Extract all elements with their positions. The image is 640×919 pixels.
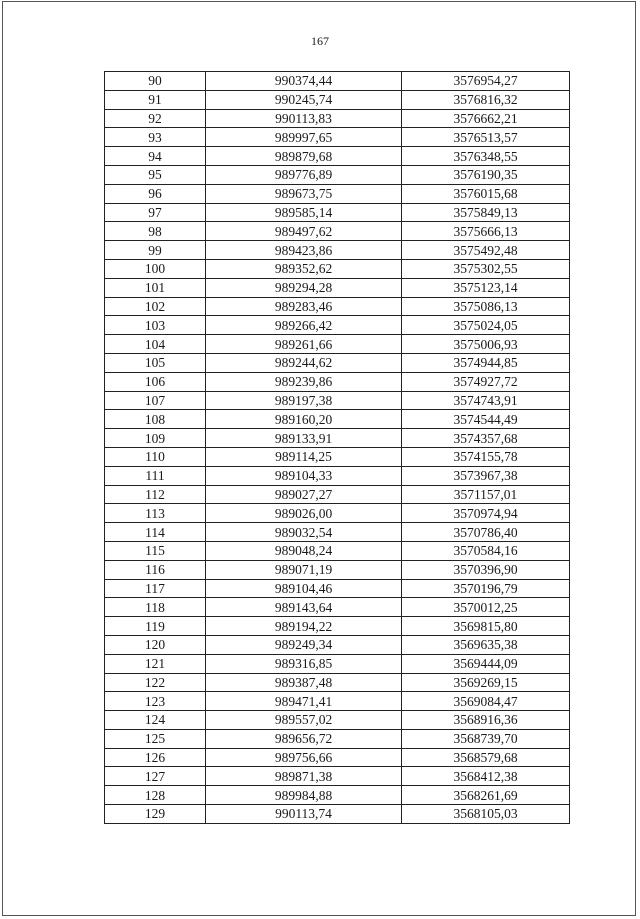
- coordinates-table-body: [105, 72, 570, 824]
- point-number-cell: 95: [105, 165, 206, 184]
- point-number-cell: 115: [105, 541, 206, 560]
- point-number-cell: 120: [105, 635, 206, 654]
- y-coordinate-cell: 3574927,72: [402, 372, 570, 391]
- point-number-cell: 122: [105, 673, 206, 692]
- point-number-cell: 110: [105, 447, 206, 466]
- x-coordinate-cell: 989673,75: [206, 184, 402, 203]
- point-number-cell: 100: [105, 259, 206, 278]
- x-coordinate-cell: 990374,44: [206, 72, 402, 91]
- y-coordinate-cell: 3576015,68: [402, 184, 570, 203]
- y-coordinate-cell: 3574544,49: [402, 410, 570, 429]
- page-number: 167: [311, 34, 329, 48]
- point-number-cell: 97: [105, 203, 206, 222]
- table-row: [105, 184, 570, 203]
- x-coordinate-cell: 989423,86: [206, 241, 402, 260]
- table-row: [105, 372, 570, 391]
- y-coordinate-cell: 3575123,14: [402, 278, 570, 297]
- table-row: [105, 598, 570, 617]
- table-row: [105, 729, 570, 748]
- x-coordinate-cell: 989585,14: [206, 203, 402, 222]
- table-row: [105, 335, 570, 354]
- point-number-cell: 94: [105, 147, 206, 166]
- table-row: [105, 692, 570, 711]
- point-number-cell: 109: [105, 429, 206, 448]
- point-number-cell: 103: [105, 316, 206, 335]
- y-coordinate-cell: 3573967,38: [402, 466, 570, 485]
- point-number-cell: 107: [105, 391, 206, 410]
- x-coordinate-cell: 989316,85: [206, 654, 402, 673]
- y-coordinate-cell: 3569815,80: [402, 617, 570, 636]
- table-row: [105, 748, 570, 767]
- y-coordinate-cell: 3575666,13: [402, 222, 570, 241]
- point-number-cell: 116: [105, 560, 206, 579]
- y-coordinate-cell: 3576190,35: [402, 165, 570, 184]
- point-number-cell: 104: [105, 335, 206, 354]
- y-coordinate-cell: 3568579,68: [402, 748, 570, 767]
- y-coordinate-cell: 3569444,09: [402, 654, 570, 673]
- y-coordinate-cell: 3570786,40: [402, 523, 570, 542]
- y-coordinate-cell: 3575849,13: [402, 203, 570, 222]
- point-number-cell: 128: [105, 786, 206, 805]
- table-row: [105, 617, 570, 636]
- y-coordinate-cell: 3575024,05: [402, 316, 570, 335]
- table-row: [105, 560, 570, 579]
- point-number-cell: 127: [105, 767, 206, 786]
- point-number-cell: 124: [105, 711, 206, 730]
- y-coordinate-cell: 3569269,15: [402, 673, 570, 692]
- y-coordinate-cell: 3569635,38: [402, 635, 570, 654]
- x-coordinate-cell: 989032,54: [206, 523, 402, 542]
- point-number-cell: 119: [105, 617, 206, 636]
- table-row: [105, 410, 570, 429]
- y-coordinate-cell: 3569084,47: [402, 692, 570, 711]
- x-coordinate-cell: 989266,42: [206, 316, 402, 335]
- table-row: [105, 504, 570, 523]
- x-coordinate-cell: 989352,62: [206, 259, 402, 278]
- point-number-cell: 114: [105, 523, 206, 542]
- point-number-cell: 102: [105, 297, 206, 316]
- point-number-cell: 129: [105, 805, 206, 824]
- point-number-cell: 126: [105, 748, 206, 767]
- table-row: [105, 203, 570, 222]
- y-coordinate-cell: 3576816,32: [402, 90, 570, 109]
- y-coordinate-cell: 3570196,79: [402, 579, 570, 598]
- table-row: [105, 353, 570, 372]
- x-coordinate-cell: 989194,22: [206, 617, 402, 636]
- x-coordinate-cell: 989261,66: [206, 335, 402, 354]
- point-number-cell: 111: [105, 466, 206, 485]
- x-coordinate-cell: 989027,27: [206, 485, 402, 504]
- x-coordinate-cell: 989776,89: [206, 165, 402, 184]
- y-coordinate-cell: 3576348,55: [402, 147, 570, 166]
- coordinates-table: [104, 71, 570, 824]
- x-coordinate-cell: 989294,28: [206, 278, 402, 297]
- y-coordinate-cell: 3570396,90: [402, 560, 570, 579]
- table-row: [105, 316, 570, 335]
- x-coordinate-cell: 989984,88: [206, 786, 402, 805]
- x-coordinate-cell: 989048,24: [206, 541, 402, 560]
- table-row: [105, 485, 570, 504]
- table-row: [105, 109, 570, 128]
- table-row: [105, 165, 570, 184]
- table-row: [105, 72, 570, 91]
- x-coordinate-cell: 989197,38: [206, 391, 402, 410]
- table-row: [105, 222, 570, 241]
- point-number-cell: 108: [105, 410, 206, 429]
- y-coordinate-cell: 3574944,85: [402, 353, 570, 372]
- point-number-cell: 105: [105, 353, 206, 372]
- point-number-cell: 96: [105, 184, 206, 203]
- table-row: [105, 259, 570, 278]
- table-row: [105, 786, 570, 805]
- point-number-cell: 92: [105, 109, 206, 128]
- y-coordinate-cell: 3568412,38: [402, 767, 570, 786]
- x-coordinate-cell: 989133,91: [206, 429, 402, 448]
- y-coordinate-cell: 3570974,94: [402, 504, 570, 523]
- point-number-cell: 101: [105, 278, 206, 297]
- x-coordinate-cell: 989244,62: [206, 353, 402, 372]
- x-coordinate-cell: 989249,34: [206, 635, 402, 654]
- point-number-cell: 90: [105, 72, 206, 91]
- table-row: [105, 579, 570, 598]
- table-row: [105, 654, 570, 673]
- x-coordinate-cell: 989143,64: [206, 598, 402, 617]
- x-coordinate-cell: 989557,02: [206, 711, 402, 730]
- x-coordinate-cell: 989879,68: [206, 147, 402, 166]
- y-coordinate-cell: 3574357,68: [402, 429, 570, 448]
- x-coordinate-cell: 989756,66: [206, 748, 402, 767]
- x-coordinate-cell: 990113,74: [206, 805, 402, 824]
- x-coordinate-cell: 989497,62: [206, 222, 402, 241]
- table-row: [105, 241, 570, 260]
- y-coordinate-cell: 3571157,01: [402, 485, 570, 504]
- x-coordinate-cell: 989387,48: [206, 673, 402, 692]
- table-row: [105, 711, 570, 730]
- table-row: [105, 673, 570, 692]
- table-row: [105, 635, 570, 654]
- x-coordinate-cell: 989656,72: [206, 729, 402, 748]
- table-row: [105, 523, 570, 542]
- x-coordinate-cell: 990113,83: [206, 109, 402, 128]
- y-coordinate-cell: 3568739,70: [402, 729, 570, 748]
- point-number-cell: 118: [105, 598, 206, 617]
- table-row: [105, 147, 570, 166]
- point-number-cell: 106: [105, 372, 206, 391]
- x-coordinate-cell: 989114,25: [206, 447, 402, 466]
- x-coordinate-cell: 990245,74: [206, 90, 402, 109]
- point-number-cell: 125: [105, 729, 206, 748]
- table-row: [105, 297, 570, 316]
- table-row: [105, 429, 570, 448]
- point-number-cell: 98: [105, 222, 206, 241]
- table-row: [105, 541, 570, 560]
- point-number-cell: 113: [105, 504, 206, 523]
- table-row: [105, 391, 570, 410]
- y-coordinate-cell: 3575302,55: [402, 259, 570, 278]
- table-row: [105, 466, 570, 485]
- point-number-cell: 93: [105, 128, 206, 147]
- y-coordinate-cell: 3574743,91: [402, 391, 570, 410]
- point-number-cell: 121: [105, 654, 206, 673]
- x-coordinate-cell: 989160,20: [206, 410, 402, 429]
- y-coordinate-cell: 3570012,25: [402, 598, 570, 617]
- y-coordinate-cell: 3568105,03: [402, 805, 570, 824]
- x-coordinate-cell: 989104,33: [206, 466, 402, 485]
- y-coordinate-cell: 3568916,36: [402, 711, 570, 730]
- y-coordinate-cell: 3575086,13: [402, 297, 570, 316]
- table-row: [105, 447, 570, 466]
- y-coordinate-cell: 3576954,27: [402, 72, 570, 91]
- x-coordinate-cell: 989471,41: [206, 692, 402, 711]
- y-coordinate-cell: 3575492,48: [402, 241, 570, 260]
- x-coordinate-cell: 989871,38: [206, 767, 402, 786]
- y-coordinate-cell: 3574155,78: [402, 447, 570, 466]
- point-number-cell: 117: [105, 579, 206, 598]
- x-coordinate-cell: 989997,65: [206, 128, 402, 147]
- y-coordinate-cell: 3576513,57: [402, 128, 570, 147]
- x-coordinate-cell: 989071,19: [206, 560, 402, 579]
- table-row: [105, 805, 570, 824]
- x-coordinate-cell: 989104,46: [206, 579, 402, 598]
- x-coordinate-cell: 989026,00: [206, 504, 402, 523]
- y-coordinate-cell: 3576662,21: [402, 109, 570, 128]
- x-coordinate-cell: 989239,86: [206, 372, 402, 391]
- point-number-cell: 112: [105, 485, 206, 504]
- x-coordinate-cell: 989283,46: [206, 297, 402, 316]
- point-number-cell: 91: [105, 90, 206, 109]
- table-row: [105, 278, 570, 297]
- table-row: [105, 767, 570, 786]
- y-coordinate-cell: 3568261,69: [402, 786, 570, 805]
- y-coordinate-cell: 3570584,16: [402, 541, 570, 560]
- point-number-cell: 99: [105, 241, 206, 260]
- point-number-cell: 123: [105, 692, 206, 711]
- y-coordinate-cell: 3575006,93: [402, 335, 570, 354]
- table-row: [105, 90, 570, 109]
- table-row: [105, 128, 570, 147]
